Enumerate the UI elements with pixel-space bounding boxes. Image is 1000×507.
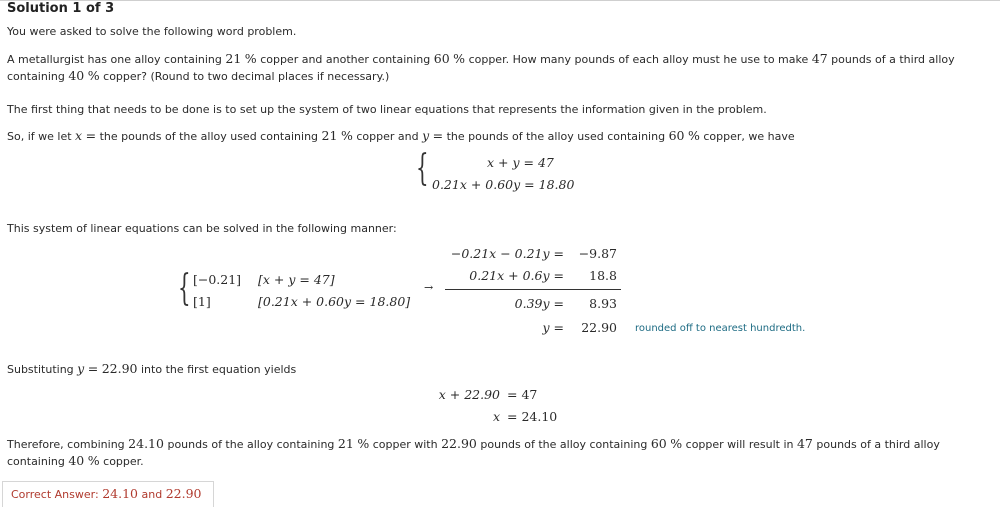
result-row-4-lhs: y = bbox=[542, 320, 564, 335]
result-row-3-rhs: 8.93 bbox=[589, 296, 617, 311]
answer-and: and bbox=[141, 488, 163, 501]
variable-definitions: So, if we let x = the pounds of the alloy used containing 21 % copper and y = the pounds of the alloy used containing 60 % copper, we have bbox=[7, 128, 795, 143]
result-row-3-lhs: 0.39y = bbox=[514, 296, 564, 311]
substitution-text: Substituting y = 22.90 into the first equation yields bbox=[7, 361, 297, 376]
intro-text: You were asked to solve the following word problem. bbox=[7, 25, 297, 38]
multiplier-1: [−0.21] bbox=[193, 272, 242, 287]
result-row-4-rhs: 22.90 bbox=[581, 320, 617, 335]
multiplier-2: [1] bbox=[193, 294, 211, 309]
final-eq2-rhs: = 24.10 bbox=[507, 409, 558, 424]
system-eq1: x + y = 47 bbox=[487, 155, 554, 170]
result-row-2-rhs: 18.8 bbox=[589, 268, 617, 283]
answer-value-1: 24.10 bbox=[102, 486, 138, 501]
final-eq2-lhs: x bbox=[492, 409, 500, 424]
result-row-1-lhs: −0.21x − 0.21y = bbox=[450, 246, 564, 261]
sum-line bbox=[445, 289, 621, 290]
final-eq1-lhs: x + 22.90 bbox=[438, 387, 500, 402]
result-row-1-rhs: −9.87 bbox=[578, 246, 617, 261]
conclusion-text: Therefore, combining 24.10 pounds of the alloy containing 21 % copper with 22.90 pounds of the alloy containing 60 % copper will result in 47 pounds of a third alloy containing 40 % copper. bbox=[7, 436, 940, 468]
answer-value-2: 22.90 bbox=[165, 486, 202, 501]
arrow-icon: → bbox=[424, 281, 434, 294]
elim-eq1: [x + y = 47] bbox=[258, 272, 335, 287]
setup-text: The first thing that needs to be done is to set up the system of two linear equations that represents the information given in the problem. bbox=[7, 103, 767, 116]
system-brace: { bbox=[416, 148, 429, 189]
correct-answer-box bbox=[2, 481, 214, 507]
system-eq2: 0.21x + 0.60y = 18.80 bbox=[432, 177, 575, 192]
elim-eq2: [0.21x + 0.60y = 18.80] bbox=[258, 294, 411, 309]
final-eq1-rhs: = 47 bbox=[507, 387, 538, 402]
top-divider bbox=[0, 0, 1000, 1]
elimination-brace: { bbox=[178, 268, 191, 309]
solve-text: This system of linear equations can be solved in the following manner: bbox=[7, 222, 397, 235]
problem-statement: A metallurgist has one alloy containing 21 % copper and another containing 60 % copper. How many pounds of each alloy must he use to make 47 pounds of a third alloy containing 40 % copper? (Round to two decimal places if necessary.) bbox=[7, 51, 955, 83]
rounding-note: rounded off to nearest hundredth. bbox=[635, 323, 806, 334]
solution-title: Solution 1 of 3 bbox=[7, 1, 115, 16]
result-row-2-lhs: 0.21x + 0.6y = bbox=[469, 268, 564, 283]
correct-answer-label: Correct Answer: bbox=[11, 488, 99, 501]
